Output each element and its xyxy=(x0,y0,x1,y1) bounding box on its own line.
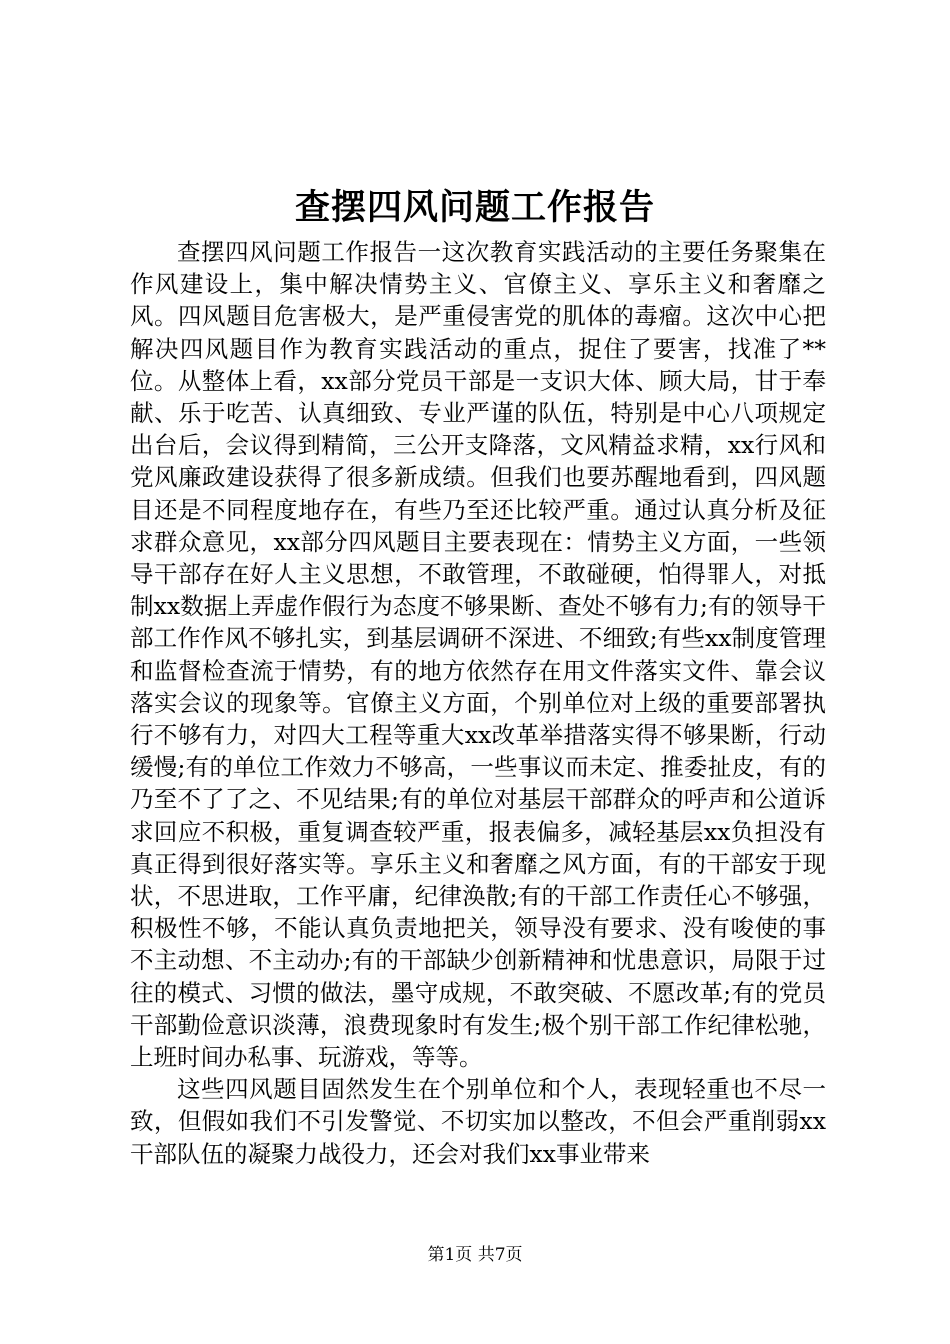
document-body xyxy=(130,236,826,1170)
page-number-footer: 第1页 共7页 xyxy=(427,1245,523,1265)
paragraph: 查摆四风问题工作报告一这次教育实践活动的主要任务聚集在作风建设上，集中解决情势主义、官僚主义、享乐主义和奢靡之风。四风题目危害极大，是严重侵害党的肌体的毒瘤。这次中心把解决四风题目作为教育实践活动的重点，捉住了要害，找准了**位。从整体上看，xx部分党员干部是一支识大体、顾大局，甘于奉献、乐于吃苦、认真细致、专业严谨的队伍，特别是中心八项规定出台后，会议得到精简，三公开支降落，文风精益求精，xx行风和党风廉政建设获得了很多新成绩。但我们也要苏醒地看到，四风题目还是不同程度地存在，有些乃至还比较严重。通过认真分析及征求群众意见，xx部分四风题目主要表现在：情势主义方面，一些领导干部存在好人主义思想，不敢管理，不敢碰硬，怕得罪人，对抵制xx数据上弄虚作假行为态度不够果断、查处不够有力;有的领导干部工作作风不够扎实，到基层调研不深进、不细致;有些xx制度管理和监督检查流于情势，有的地方依然存在用文件落实文件、靠会议落实会议的现象等。官僚主义方面，个别单位对上级的重要部署执行不够有力，对四大工程等重大xx改革举措落实得不够果断，行动缓慢;有的单位工作效力不够高，一些事议而未定、推委扯皮，有的乃至不了了之、不见结果;有的单位对基层干部群众的呼声和公道诉求回应不积极，重复调查较严重，报表偏多，减轻基层xx负担没有真正得到很好落实等。享乐主义和奢靡之风方面，有的干部安于现状，不思进取，工作平庸，纪律涣散;有的干部工作责任心不够强，积极性不够，不能认真负责地把关，领导没有要求、没有唆使的事不主动想、不主动办;有的干部缺少创新精神和忧患意识，局限于过往的模式、习惯的做法，墨守成规，不敢突破、不愿改革;有的党员干部勤俭意识淡薄，浪费现象时有发生;极个别干部工作纪律松驰，上班时间办私事、玩游戏，等等。 xyxy=(130,238,826,1072)
paragraph: 这些四风题目固然发生在个别单位和个人，表现轻重也不尽一致，但假如我们不引发警觉、不切实加以整改，不但会严重削弱xx干部队伍的凝聚力战役力，还会对我们xx事业带来 xyxy=(130,1075,826,1168)
document-title: 查摆四风问题工作报告 xyxy=(294,187,655,228)
